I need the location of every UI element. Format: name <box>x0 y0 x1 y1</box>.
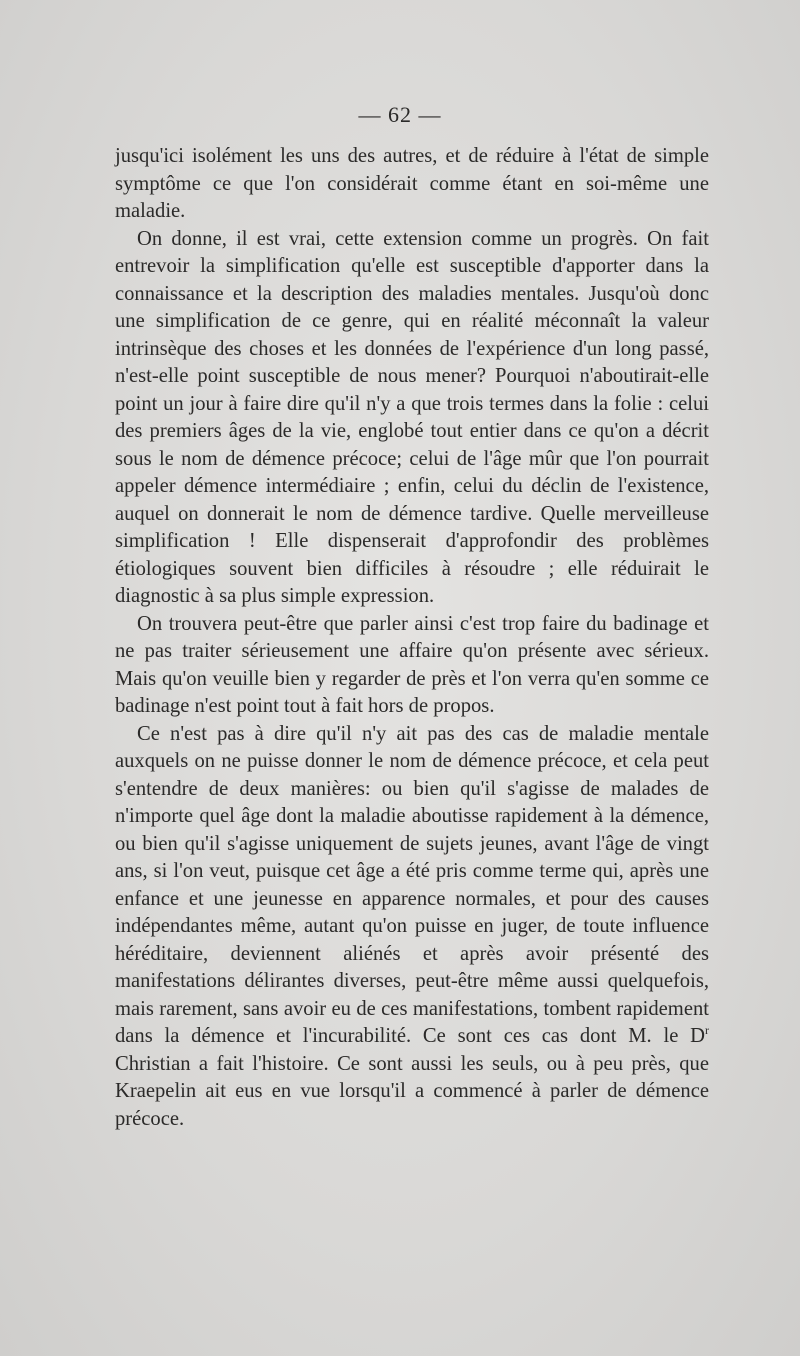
paragraph-4-text-before: Ce n'est pas à dire qu'il n'y ait pas des cas de maladie mentale auxquels on ne puisse donner le nom de démence précoce, et cela peut s'entendre de deux manières: ou bien qu'il s'agisse de malades de n'importe quel âge dont la maladie aboutisse rapidement à la démence, ou bien qu'il s'agisse uniquement de sujets jeunes, avant l'âge de vingt ans, si l'on veut, puisque cet âge a été pris comme terme qui, après une enfance et une jeunesse en apparence normales, et pour des causes indépendantes même, autant qu'on puisse en juger, de toute influence héréditaire, deviennent aliénés et après avoir présenté des manifestations délirantes diverses, peut-être même aussi quelquefois, mais rarement, sans avoir eu de ces manifestations, tombent rapidement dans la démence et l'incurabilité. Ce sont ces cas dont M. le D <box>115 722 709 1047</box>
page-number: — 62 — <box>358 102 442 127</box>
body-text <box>115 143 709 1133</box>
paragraph-1: jusqu'ici isolément les uns des autres, et de réduire à l'état de simple symptôme ce que l'on considérait comme étant en soi-même une maladie. <box>115 145 709 222</box>
doctor-superscript: r <box>705 1023 709 1038</box>
paragraph-3: On trouvera peut-être que parler ainsi c'est trop faire du badinage et ne pas traiter sérieusement une affaire qu'on présente avec sérieux. Mais qu'on veuille bien y regarder de près et l'on verra qu'en somme ce badinage n'est point tout à fait hors de propos. <box>115 612 709 717</box>
paragraph-4 <box>115 721 709 1134</box>
paragraph-4-text-after: Christian a fait l'histoire. Ce sont aussi les seuls, ou à peu près, que Kraepelin ait eus en vue lorsqu'il a commencé à parler de démence précoce. <box>115 1052 709 1130</box>
paragraph-2: On donne, il est vrai, cette extension comme un progrès. On fait entrevoir la simplification qu'elle est susceptible d'apporter dans la connaissance et la description des maladies mentales. Jusqu'où donc une simplification de ce genre, qui en réalité méconnaît la valeur intrinsèque des choses et les données de l'expérience d'un long passé, n'est-elle point susceptible de nous mener? Pourquoi n'aboutirait-elle point un jour à faire dire qu'il n'y a que trois termes dans la folie : celui des premiers âges de la vie, englobé tout entier dans ce qu'on a décrit sous le nom de démence précoce; celui de l'âge mûr que l'on pourrait appeler démence intermédiaire ; enfin, celui du déclin de l'existence, auquel on donnerait le nom de démence tardive. Quelle merveilleuse simplification ! Elle dispenserait d'approfondir des problèmes étiologiques souvent bien difficiles à résoudre ; elle réduirait le diagnostic à sa plus simple expression. <box>115 227 709 607</box>
